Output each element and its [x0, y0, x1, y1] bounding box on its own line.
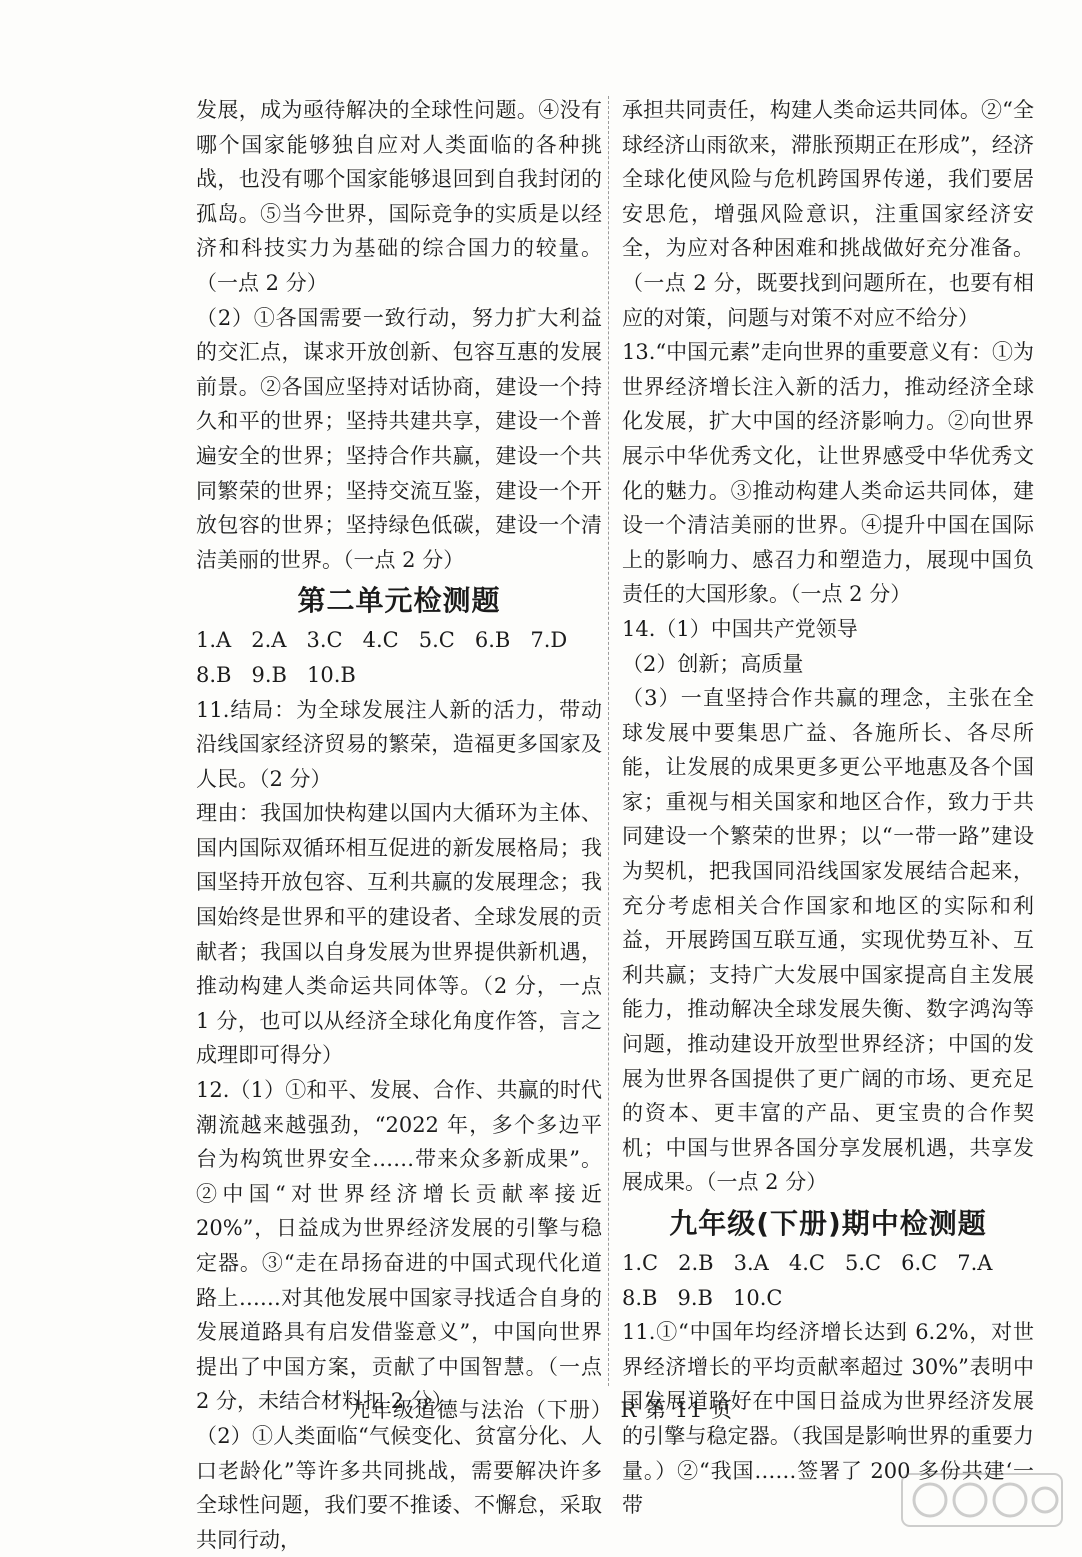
left-paragraph-2: （2）①各国需要一致行动，努力扩大利益的交汇点，谋求开放创新、包容互惠的发展前景。②各国应坚持对话协商，建设一个持久和平的世界；坚持共建共享，建设一个普遍安全的世界；坚持合作共赢，建设一个共同繁荣的世界；坚持交流互鉴，建设一个开放包容的世界；坚持绿色低碳，建设一个清洁美丽的世界。（一点 2 分）: [196, 305, 602, 572]
left-column: [196, 93, 609, 1557]
right-paragraph-4: （2）创新；高质量: [622, 651, 804, 676]
left-paragraph-3: 11.结局：为全球发展注人新的活力，带动沿线国家经济贸易的繁荣，造福更多国家及人民。（2 分）: [196, 697, 602, 791]
left-paragraph-1: 发展，成为亟待解决的全球性问题。④没有哪个国家能够独自应对人类面临的各种挑战，也没有哪个国家能够退回到自我封闭的孤岛。⑤当今世界，国际竞争的实质是以经济和科技实力为基础的综合国力的较量。（一点 2 分）: [196, 98, 602, 295]
right-paragraph-1: 承担共同责任，构建人类命运共同体。②“全球经济山雨欲来，滞胀预期正在形成”，经济全球化使风险与危机跨国界传递，我们要居安思危，增强风险意识，注重国家经济安全，为应对各种困难和挑战做好充分准备。（一点 2 分，既要找到问题所在，也要有相应的对策，问题与对策不对应不给分）: [622, 98, 1034, 330]
right-paragraph-5: （3）一直坚持合作共赢的理念，主张在全球发展中要集思广益、各施所长、各尽所能，让发展的成果更多更公平地惠及各个国家；重视与相关国家和地区合作，致力于共同建设一个繁荣的世界；以“一带一路”建设为契机，把我国同沿线国家发展结合起来，充分考虑相关合作国家和地区的实际和利益，开展跨国互联互通，实现优势互补、互利共赢；支持广大发展中国家提高自主发展能力，推动解决全球发展失衡、数字鸿沟等问题，推动建设开放型世界经济；中国的发展为世界各国提供了更广阔的市场、更充足的资本、更丰富的产品、更宝贵的合作契机；中国与世界各国分享发展机遇，共享发展成果。（一点 2 分）: [622, 686, 1034, 1195]
midterm-choice-answers-line-2: 8.B 9.B 10.C: [622, 1285, 783, 1310]
midterm-choice-answers-line-1: 1.C 2.B 3.A 4.C 5.C 6.C 7.A: [622, 1251, 993, 1275]
choice-answers-line-1: 1.A 2.A 3.C 4.C 5.C 6.B 7.D: [196, 628, 568, 653]
section-title-unit-two: 第二单元检测题: [297, 584, 501, 618]
left-paragraph-5: 12.（1）①和平、发展、合作、共赢的时代潮流越来越强劲，“2022 年，多个多边平台为构筑世界安全……带来众多新成果”。②中国“对世界经济增长贡献率接近 20%”，日益成为世界经济发展的引擎与稳定器。③“走在昂扬奋进的中国式现代化道路上……对其他发展中国家寻找适合自身的发展道路具有启发借鉴意义”，中国向世界提出了中国方案，贡献了中国智慧。（一点 2 分，未结合材料扣 2 分）: [196, 1078, 609, 1414]
right-paragraph-6: 11.①“中国年均经济增长达到 6.2%，对世界经济增长的平均贡献率超过 30%”表明中国发展道路好在中国日益成为世界经济发展的引擎与稳定器。（我国是影响世界的重要力量。）②“我国……签署了 200 多份共建‘一带: [622, 1320, 1034, 1518]
left-paragraph-4: 理由：我国加快构建以国内大循环为主体、国内国际双循环相互促进的新发展格局；我国坚持开放包容、互利共赢的发展理念；我国始终是世界和平的建设者、全球发展的贡献者；我国以自身发展为世界提供新机遇，推动构建人类命运共同体等。（2 分，一点 1 分，也可以从经济全球化角度作答，言之成理即可得分）: [196, 801, 609, 1068]
column-divider: [608, 96, 610, 1386]
watermark-logo: [900, 1470, 1070, 1530]
page-footer: 九年级道德与法治（下册） R 第 11 页: [348, 1398, 734, 1422]
section-title-midterm: 九年级(下册)期中检测题: [669, 1207, 987, 1240]
right-paragraph-2: 13.“中国元素”走向世界的重要意义有：①为世界经济增长注入新的活力，推动经济全球化发展，扩大中国的经济影响力。②向世界展示中华优秀文化，让世界感受中华优秀文化的魅力。③推动构建人类命运共同体，建设一个清洁美丽的世界。④提升中国在国际上的影响力、感召力和塑造力，展现中国负责任的大国形象。（一点 2 分）: [622, 340, 1034, 607]
left-paragraph-6: （2）①人类面临“气候变化、贫富分化、人口老龄化”等许多共同挑战，需要解决许多全球性问题，我们要不推诿、不懈怠，采取共同行动，: [196, 1423, 602, 1552]
right-column: [622, 93, 1034, 1523]
choice-answers-line-2: 8.B 9.B 10.B: [196, 662, 356, 687]
right-paragraph-3: 14.（1）中国共产党领导: [622, 616, 858, 641]
